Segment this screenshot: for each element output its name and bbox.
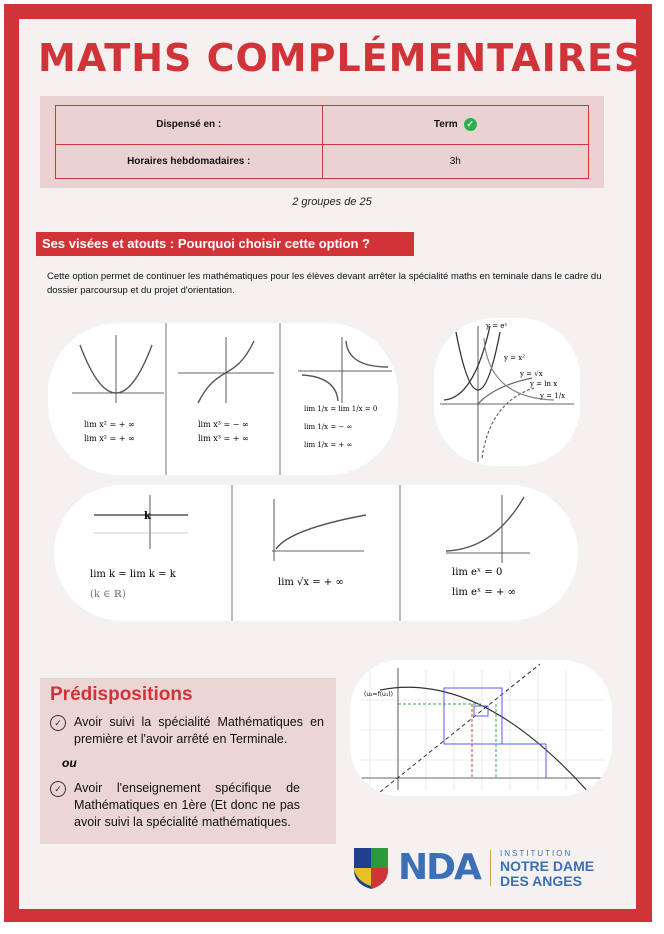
- nda-logo: NDA: [398, 847, 480, 888]
- institution-label: INSTITUTION: [500, 849, 573, 858]
- info-table-panel: [40, 96, 604, 188]
- section-heading: Ses visées et atouts : Pourquoi choisir cette option ?: [36, 232, 414, 256]
- table-row: [56, 144, 589, 178]
- logo-divider: [490, 850, 491, 886]
- institution-name-line2: DES ANGES: [500, 873, 582, 889]
- limit-text: lim x² = + ∞: [84, 434, 135, 443]
- recurrence-figure: [350, 660, 612, 796]
- limit-text: (k ∈ ℝ): [90, 589, 126, 600]
- check-circle-icon: ✓: [50, 715, 66, 731]
- limits-graphs-2: [54, 485, 578, 621]
- predisposition-text: Avoir l'enseignement spécifique de Mathématiques en 1ère (Et donc ne pas avoir suivi la spécialité mathématiques.: [74, 781, 300, 829]
- list-item: [50, 714, 324, 748]
- table-cell-label: Horaires hebdomadaires :: [56, 144, 323, 178]
- limit-text: lim 1/x = + ∞: [304, 441, 353, 449]
- groups-note: 2 groupes de 25: [292, 196, 372, 208]
- function-label: y = √x: [520, 370, 543, 378]
- page-title: MATHS COMPLÉMENTAIRES: [38, 36, 643, 80]
- function-label: y = eˣ: [486, 322, 508, 330]
- section-intro: Cette option permet de continuer les mathématiques pour les élèves devant arrêter la spécialité maths en teminale dans le cadre du dossier parcoursup et du projet d'orientation.: [47, 271, 602, 296]
- table-cell-value: [322, 106, 589, 145]
- function-label: y = ln x: [530, 380, 558, 388]
- table-cell-value: 3h: [322, 144, 589, 178]
- limit-text: lim eˣ = + ∞: [452, 587, 516, 598]
- check-icon: ✓: [464, 118, 477, 131]
- separator-text: ou: [62, 756, 77, 770]
- functions-graph: [434, 318, 580, 466]
- constant-label: k: [144, 511, 151, 522]
- recurrence-graph: [350, 660, 612, 796]
- limit-text: lim 1/x = lim 1/x = 0: [304, 405, 378, 413]
- limits-figure-2: [54, 485, 578, 621]
- predispositions-title: Prédispositions: [50, 684, 193, 705]
- table-cell-label: Dispensé en :: [56, 106, 323, 145]
- limits-figure-1: [48, 323, 398, 475]
- function-label: y = 1/x: [540, 392, 566, 400]
- limit-text: lim 1/x = − ∞: [304, 423, 353, 431]
- institution-name-line1: NOTRE DAME: [500, 858, 595, 874]
- recurrence-label: (u₂=f(u₁)): [364, 691, 393, 698]
- functions-figure: [434, 318, 580, 466]
- term-value: Term: [433, 119, 458, 131]
- limit-text: lim x³ = + ∞: [198, 434, 249, 443]
- limit-text: lim x² = + ∞: [84, 420, 135, 429]
- footer-logos: [352, 846, 632, 890]
- list-item: [50, 780, 300, 831]
- limit-text: lim x³ = − ∞: [198, 420, 249, 429]
- limit-text: lim k = lim k = k: [90, 569, 176, 580]
- info-table: [55, 105, 589, 179]
- table-row: [56, 106, 589, 145]
- predisposition-text: Avoir suivi la spécialité Mathématiques en première et l'avoir arrêté en Terminale.: [74, 715, 324, 746]
- predispositions-panel: [40, 678, 336, 844]
- limits-graphs-1: [48, 323, 398, 475]
- limit-text: lim √x = + ∞: [278, 577, 344, 588]
- limit-text: lim eˣ = 0: [452, 567, 503, 578]
- function-label: y = x²: [504, 354, 526, 362]
- check-circle-icon: ✓: [50, 781, 66, 797]
